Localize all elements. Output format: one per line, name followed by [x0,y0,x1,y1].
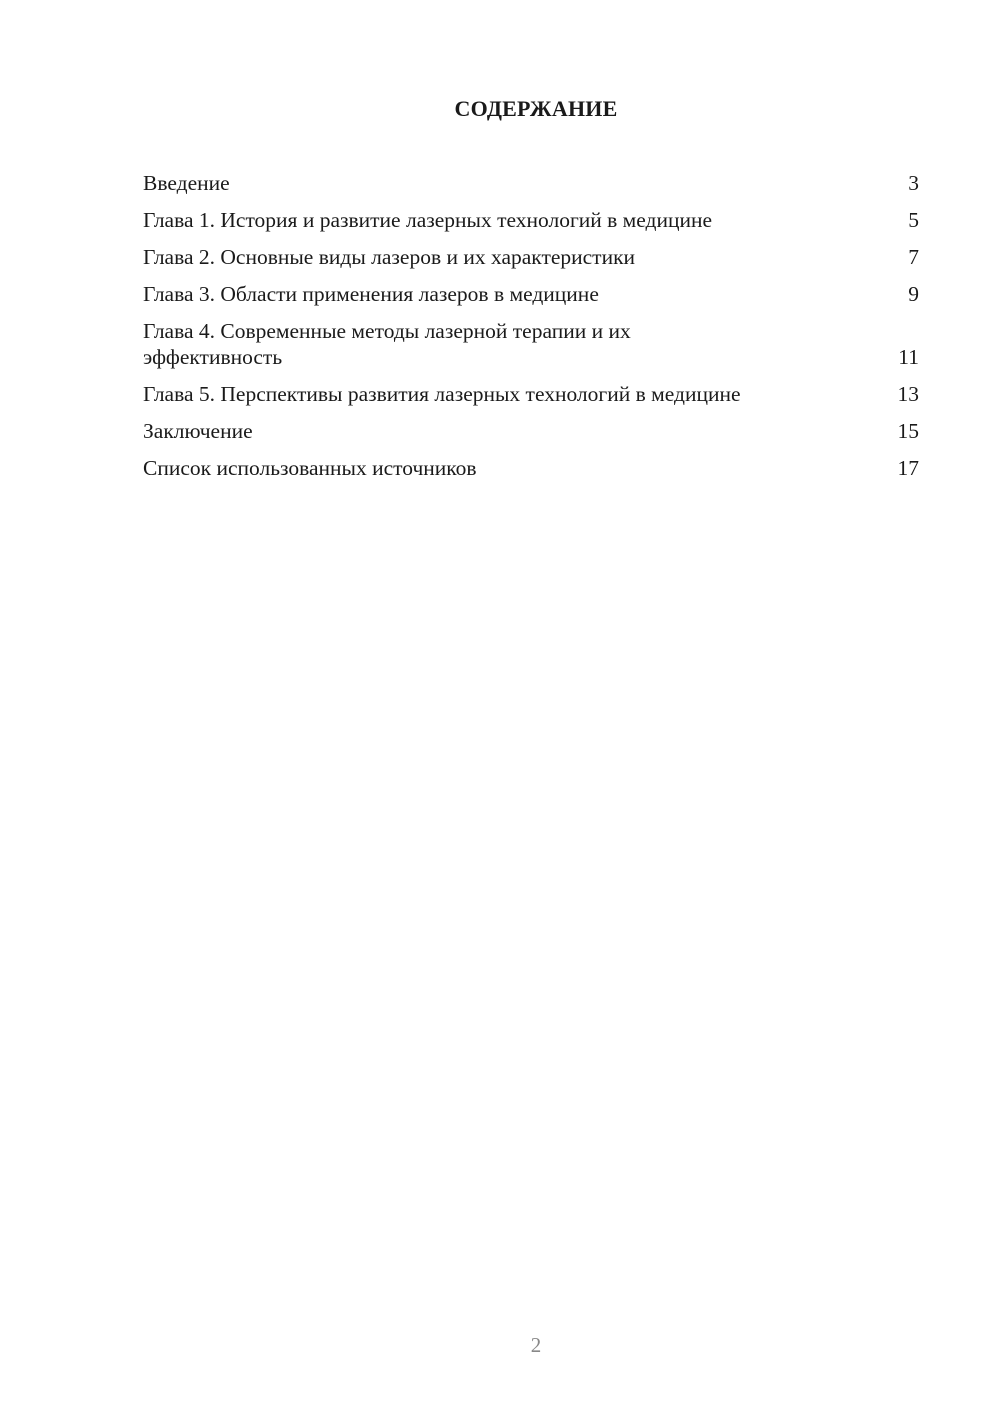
toc-entry-label: Введение [143,171,230,195]
toc-entry-label: Глава 2. Основные виды лазеров и их характеристики [143,245,636,269]
table-of-contents [143,170,919,492]
toc-entry-chapter-4 [143,318,919,370]
page-title: СОДЕРЖАНИЕ [454,96,618,121]
toc-entry-chapter-2 [143,244,919,270]
toc-entry-label: Заключение [143,419,253,443]
toc-entry-label: Список использованных источников [143,456,477,480]
toc-entry-page: 17 [897,456,919,480]
toc-entry-conclusion [143,418,919,444]
toc-entry-label: Глава 1. История и развитие лазерных технологий в медицине [143,208,713,232]
toc-entry-references [143,455,919,481]
toc-entry-page: 9 [908,282,919,306]
toc-entry-page: 5 [908,208,919,232]
toc-entry-page: 11 [898,345,919,369]
toc-entry-chapter-5 [143,381,919,407]
toc-entry-page: 7 [908,245,919,269]
toc-entry-chapter-1 [143,207,919,233]
toc-entry-introduction [143,170,919,196]
toc-entry-label: Глава 5. Перспективы развития лазерных технологий в медицине [143,382,741,406]
toc-entry-chapter-3 [143,281,919,307]
toc-entry-label: Глава 4. Современные методы лазерной терапии и их эффективность [143,319,631,369]
page-number: 2 [530,1333,542,1357]
toc-entry-page: 15 [897,419,919,443]
toc-entry-page: 3 [908,171,919,195]
toc-entry-page: 13 [897,382,919,406]
toc-entry-label: Глава 3. Области применения лазеров в медицине [143,282,599,306]
